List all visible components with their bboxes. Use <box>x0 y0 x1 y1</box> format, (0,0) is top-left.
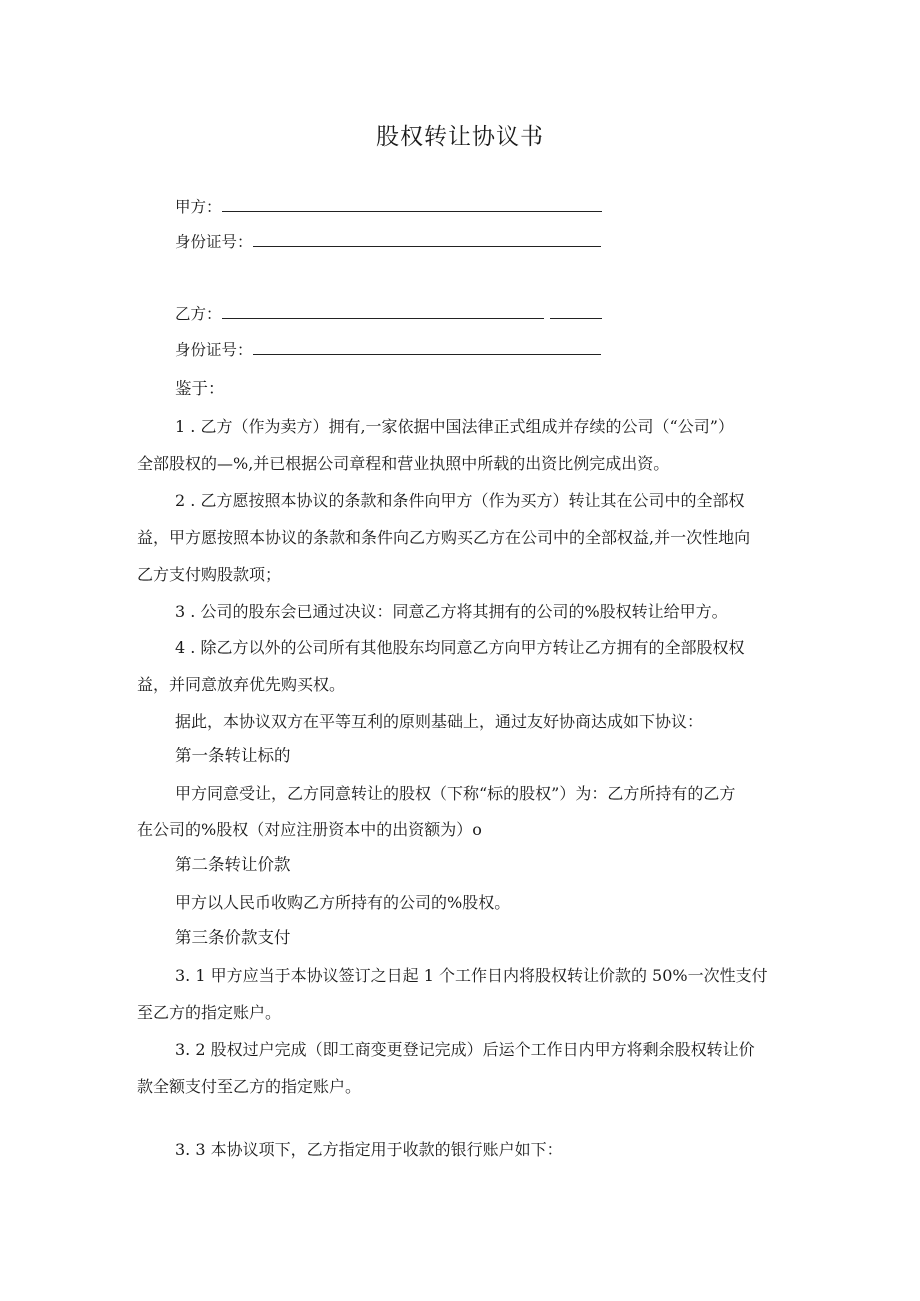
art3-2-line1: 3. 2 股权过户完成（即工商变更登记完成）后运个工作日内甲方将剩余股权转让价 <box>175 1040 755 1059</box>
party-b-blank-line-2 <box>550 304 602 319</box>
party-b-id-label: 身份证号： <box>175 341 253 359</box>
clause1-line2: 全部股权的—%,并已根据公司章程和营业执照中所载的出资比例完成出资。 <box>137 454 670 473</box>
art3-2-line2: 款全额支付至乙方的指定账户。 <box>137 1077 362 1096</box>
document-title: 股权转让协议书 <box>376 124 544 150</box>
art3-1-line1: 3. 1 甲方应当于本协议签订之日起 1 个工作日内将股权转让价款的 50%一次性支付 <box>175 966 768 985</box>
whereas-label: 鉴于： <box>175 379 225 398</box>
party-a-label: 甲方： <box>175 198 222 216</box>
party-a-field <box>175 196 602 218</box>
clause2-line3: 乙方支付购股款项； <box>137 565 282 584</box>
clause2-line2: 益，甲方愿按照本协议的条款和条件向乙方购买乙方在公司中的全部权益,并一次性地向 <box>137 528 751 547</box>
article3-heading: 第三条价款支付 <box>175 928 291 947</box>
article1-heading: 第一条转让标的 <box>175 746 291 765</box>
article2-heading: 第二条转让价款 <box>175 855 291 874</box>
party-b-field <box>175 303 602 325</box>
party-b-blank-line-1 <box>222 304 544 319</box>
clause2-line1: 2 . 乙方愿按照本协议的条款和条件向甲方（作为买方）转让其在公司中的全部权 <box>175 491 745 510</box>
art3-1-line2: 至乙方的指定账户。 <box>137 1003 282 1022</box>
clause3-line1: 3 . 公司的股东会已通过决议：同意乙方将其拥有的公司的%股权转让给甲方。 <box>175 602 728 621</box>
clause1-line1: 1 . 乙方（作为卖方）拥有,一家依据中国法律正式组成并存续的公司（“公司”） <box>175 417 734 436</box>
party-a-blank-line <box>222 197 602 212</box>
clause4-line1: 4 . 除乙方以外的公司所有其他股东均同意乙方向甲方转让乙方拥有的全部股权权 <box>175 638 745 657</box>
art3-3-line1: 3. 3 本协议项下，乙方指定用于收款的银行账户如下： <box>175 1140 563 1159</box>
party-b-label: 乙方： <box>175 305 222 323</box>
article2-line1: 甲方以人民币收购乙方所持有的公司的%股权。 <box>175 893 511 912</box>
clause4-line2: 益，并同意放弃优先购买权。 <box>137 675 346 694</box>
party-b-id-field <box>175 339 601 361</box>
party-a-id-label: 身份证号： <box>175 233 253 251</box>
party-a-id-field <box>175 231 601 253</box>
article1-line2: 在公司的%股权（对应注册资本中的出资额为）o <box>137 820 482 839</box>
agreement-intro: 据此，本协议双方在平等互利的原则基础上，通过友好协商达成如下协议： <box>175 712 704 731</box>
article1-line1: 甲方同意受让，乙方同意转让的股权（下称“标的股权”）为：乙方所持有的乙方 <box>175 784 736 803</box>
party-b-id-blank-line <box>253 340 601 355</box>
party-a-id-blank-line <box>253 232 601 247</box>
